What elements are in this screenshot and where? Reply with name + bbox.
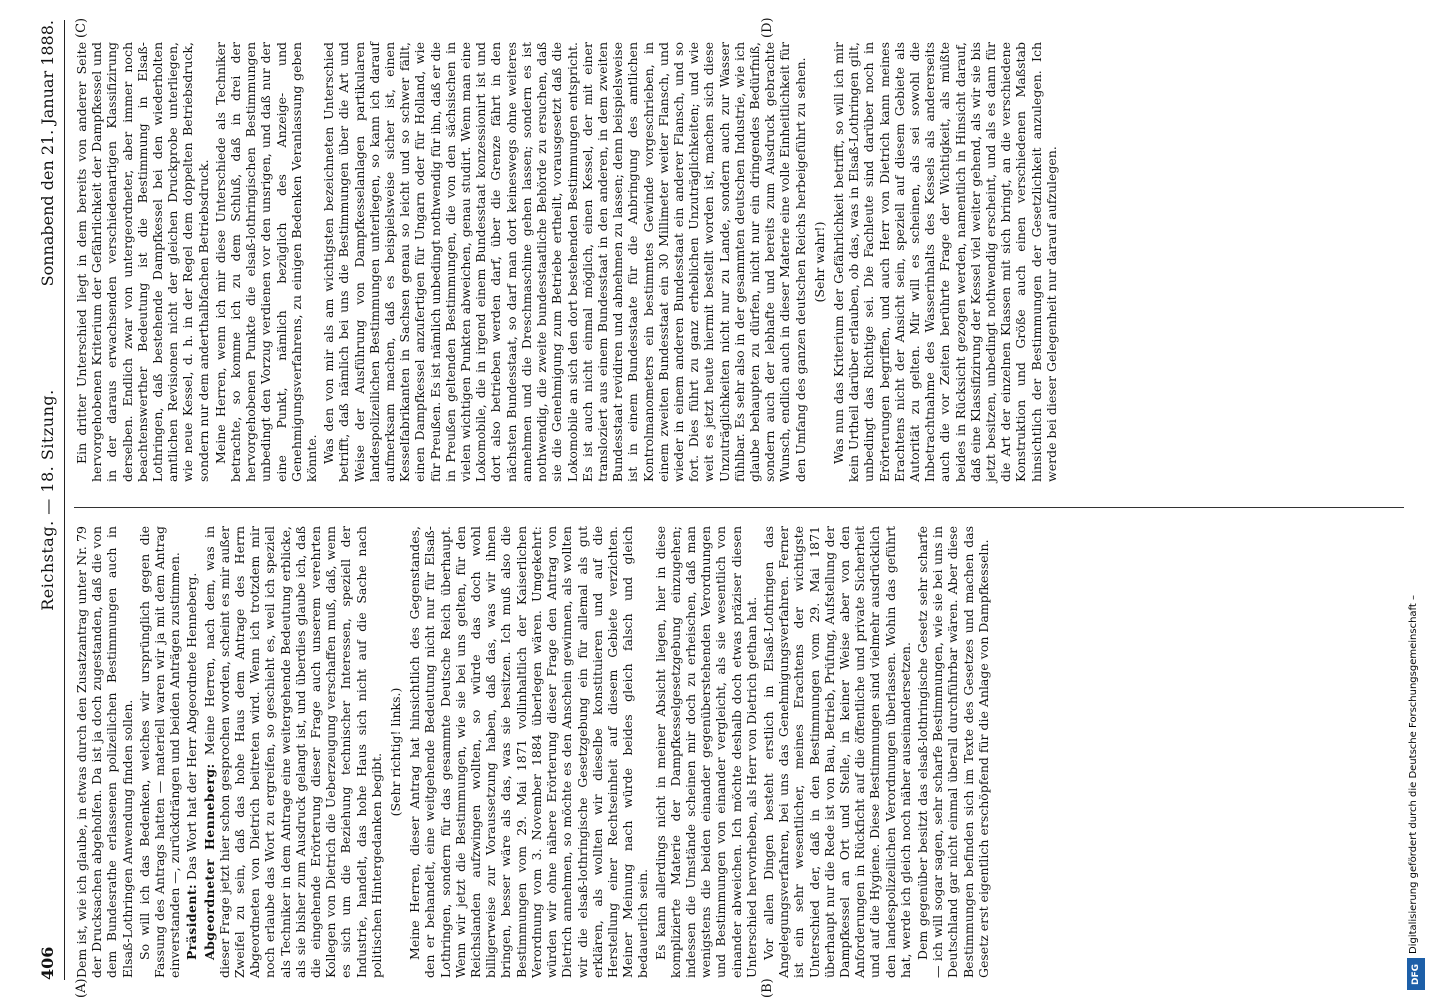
issue-date: Sonnabend den 21. Januar 1888. <box>38 20 57 287</box>
margin-mark-b: (B) <box>760 978 775 998</box>
paragraph: Es kann allerdings nicht in meiner Absicht liegen, hier in diese komplizierte Materie der Dampfkesselgesetzgebung einzugehen; indessen die Umstände scheinen mir doch zu erheischen, daß man wenigstens die beiden einander gegenüberstehenden Verordnungen und Bestimmungen von einander vergleicht, als sie wesentlich von einander abweichen. Ich möchte deshalb doch etwas präziser diesen Unterschied hervorheben, als Herr von Dietrich gethan hat. <box>652 526 759 978</box>
left-column <box>74 526 993 978</box>
paragraph: Was nun das Kriterium der Gefährlichkeit betrifft, so will ich mir kein Urtheil darüber erlauben, ob das, was in Elsaß-Lothringen gilt, unbedingt das Richtige sei. Die Fachleute sind darüber noch in Erörterungen begriffen, und auch Herr von Dietrich kann meines Erachtens nicht der Ansicht sein, speziell auf diesem Gebiete als Autorität zu gelten. Mir will es scheinen, als sei sowohl die Inbetrachtnahme des Wasserinhalts des Kessels als andererseits auch die vor Zeiten berührte Frage der Wichtigkeit, als müßte beides in Rücksicht gezogen werden, namentlich in Hinsicht darauf, daß eine Klassifizirung der Kessel viel weiter gehend, als wir sie bis jetzt besitzen, unbedingt nothwendig erscheint, und als es dann für die Art der einzelnen Klassen mit sich bringt, an die verschiedene Konstruktion und Größe auch einen verschiedenen Maßstab hinsichtlich der Bestimmungen der Gesetzlichkeit anzulegen. Ich werde bei dieser Gelegenheit nur darauf aufzulegen. <box>830 42 1059 482</box>
interjection: (Sehr richtig! links.) <box>388 687 404 817</box>
right-column <box>74 42 1061 482</box>
paragraph: So will ich das Bedenken, welches wir ursprünglich gegen die Fassung des Antrags hatten — materiell waren wir ja mit dem Antrag einverstanden —, zurückdrängen und beiden Anträgen zustimmen. <box>136 526 183 978</box>
interjection: (Sehr wahr!) <box>811 221 827 303</box>
header-rule <box>64 20 65 980</box>
page-header <box>38 20 62 980</box>
margin-mark-a: (A) <box>74 978 89 998</box>
dfg-logo: DFG <box>1407 958 1425 990</box>
speaker-name: Präsident: <box>184 883 200 960</box>
margin-mark-d: (D) <box>760 17 775 38</box>
speech-text: Meine Herren, nach dem, was in dieser Frage jetzt hier schon gesprochen worden, scheint es mir außer Zweifel zu sein, daß das hohe Haus dem Antrage des Herrn Abgeordneten von Dietrich beitreten wird. Wenn ich trotzdem mir noch erlaube das Wort zu ergreifen, so geschieht es, weil ich speziell als Techniker in dem Antrage eine weitergehende Bedeutung erblicke, als sie bisher zum Ausdruck gelangt ist, und überdies glaube ich, daß die eingehende Erörterung dieser Frage auch unserem verehrten Kollegen von Dietrich die Ueberzeugung verschaffen muß, daß, wenn es sich um die Beziehung technischer Interessen, speziell der Industrie, handelt, das hohe Haus sich nicht auf die Sache nach politischen Hintergedanken begibt. <box>201 526 384 978</box>
margin-mark-c: (C) <box>74 17 89 38</box>
paragraph: Meine Herren, wenn ich mir diese Unterschiede als Techniker betrachte, so komme ich zu dem Schluß, daß in drei der hervorgehobenen Punkte die elsaß-lothringischen Bestimmungen unbedingt den Vorzug verdienen vor den unsrigen, und daß nur der eine Punkt, nämlich bezüglich des Anzeige- und Genehmigungsverfahrens, zu einigen Bedenken Veranlassung geben könnte. <box>212 42 320 482</box>
dfg-credit <box>1404 474 1428 994</box>
column-divider <box>74 507 1404 508</box>
paragraph: Ein dritter Unterschied liegt in dem bereits von anderer Seite hervorgehobenen Kriterium der Gefährlichkeit der Dampfkessel und in der daraus erwachsenden verschiedenartigen Klassifizirung derselben. Endlich zwar von untergeordneter, aber immer noch beachtenswerther Bedeutung ist die Bestimmung in Elsaß-Lothringen, daß bestehende Dampfkessel bei den wiederholten amtlichen Revisionen nicht der gleichen Druckprobe unterliegen, wie neue Kessel, d. h. in der Regel dem doppelten Betriebsdruck, sondern nur dem anderthalbfachen Betriebsdruck. <box>74 42 211 482</box>
running-title: Reichstag. — 18. Sitzung. <box>38 389 57 611</box>
paragraph: Meine Herren, dieser Antrag hat hinsichtlich des Gegenstandes, den er behandelt, eine weitgehende Bedeutung nicht nur für Elsaß-Lothringen, sondern für das gesammte Deutsche Reich überhaupt. Wenn wir jetzt die Bestimmungen, wie sie bei uns gelten, für den Reichslanden aufzwingen wollten, so würde das doch wohl billigerweise zur Voraussetzung haben, daß das, was wir ihnen bringen, besser wäre als das, was sie besitzen. Ich muß also die Bestimmungen vom 29. Mai 1871 vollinhaltlich der Kaiserlichen Verordnung vom 3. November 1884 überlegen wären. Umgekehrt: würden wir ohne nähere Erörterung dieser Frage den Antrag von Dietrich annehmen, so möchte es den Anschein gewinnen, als wollten wir die elsaß-lothringische Gesetzgebung ein für allemal als gut erklären, als wollten wir dieselbe konstituieren und auf die Herstellung einer Rechtseinheit auf diesem Gebiete verzichten. Meiner Meinung nach würde beides gleich falsch und gleich bedauerlich sein. <box>407 526 651 978</box>
speech-text: Das Wort hat der Herr Abgeordnete Henneberg. <box>184 572 200 880</box>
speaker-name: Abgeordneter Henneberg: <box>201 763 217 960</box>
dfg-credit-text: Digitalisierung gefördert durch die Deutsche Forschungsgemeinschaft – <box>1408 594 1419 954</box>
president-statement <box>184 526 199 978</box>
paragraph: Was den von mir als am wichtigsten bezeichneten Unterschied betrifft, daß nämlich bei uns die Bestimmungen über die Art und Weise der Ausführung von Dampfkesselanlagen partikularen landespolizeilichen Bestimmungen unterliegen, so kann ich darauf aufmerksam machen, daß es beispielsweise sicher ist, einen Kesselfabrikanten in Sachsen genau so leicht und so schwer fällt, einen Dampfkessel anzufertigen für Ungarn oder für Holland, wie für Preußen. Es ist nämlich unbedingt nothwendig für ihn, daß er die in Preußen geltenden Bestimmungen, die von den sächsischen in vielen wichtigen Punkten abweichen, genau studirt. Wenn man eine Lokomobile, die in irgend einem Bundesstaat konzessionirt ist und dort also betrieben werden darf, über die Grenze fährt in den nächsten Bundesstaat, so darf man dort keineswegs ohne weiteres annehmen und die Dreschmaschine gehen lassen; sondern es ist nothwendig, die zweite bundesstaatliche Behörde zu ersuchen, daß sie die Genehmigung zum Betriebe ertheilt, vorausgesetzt daß die Lokomobile an sich den dort bestehenden Bestimmungen entspricht. Es ist auch nicht einmal möglich, einen Kessel, der mit einer transloziert aus einem Bundesstaat in den anderen, in dem zweiten Bundesstaat revidiren und abnehmen zu lassen; denn beispielsweise ist in einem Bundesstaate für die Anbringung des amtlichen Kontrolmanometers ein bestimmtes Gewinde vorgeschrieben, in einem zweiten Bundesstaat ein 30 Millimeter weiter Flansch, und wieder in einem anderen Bundesstaat ein anderer Flansch, und so fort. Dies führt zu ganz erheblichen Unzuträglichkeiten; und wie weit es jetzt heute hiermit bestellt worden ist, machen sich diese Unzuträglichkeiten nicht nur zu Lande, sondern auch zur Wasser fühlbar. Es sehr also in der gesammten deutschen Industrie, wie ich glaube behaupten zu dürfen, nicht nur ein dringendes Bedürfniß, sondern auch der lebhafte und bereits zum Ausdruck gebrachte Wunsch, endlich auch in dieser Materie eine volle Einheitlichkeit für den Umfang des ganzen deutschen Reichs herbeigeführt zu sehen. <box>321 41 808 482</box>
henneberg-speech <box>202 526 384 978</box>
paragraph: Dem gegenüber besitzt das elsaß-lothringische Gesetz sehr scharfe — ich will sogar sagen, sehr scharfe Bestimmungen, wie sie bei uns in Deutschland gar nicht einmal überall durchführbar wären. Aber diese Bestimmungen befinden sich im Texte des Gesetzes und machen das Gesetz erst eigentlich erschöpfend für die Anlage von Dampfkesseln. <box>914 526 991 978</box>
page-number: 406 <box>38 946 57 980</box>
paragraph: Vor allen Dingen besteht erstlich in Elsaß-Lothringen das Angelegungsverfahren, bei uns das Genehmigungsverfahren. Ferner ist ein sehr wesentlicher, meines Erachtens der wichtigste Unterschied der, daß in den Bestimmungen vom 29. Mai 1871 überhaupt nur die Rede ist von Bau, Betrieb, Prüfung, Aufstellung der Dampfkessel an Ort und Stelle, in keiner Weise aber von den Anforderungen in Rückficht auf die öffentliche und private Sicherheit und auf die Hygiene. Diese Bestimmungen sind vielmehr ausdrücklich den landespolizeilichen Verordnungen überlassen. Wohin das geführt hat, werde ich gleich noch näher auseinandersetzen. <box>760 526 913 978</box>
paragraph: Dem ist, wie ich glaube, in etwas durch den Zusatzantrag unter Nr. 79 der Drucksachen abgeholfen. Da ist ja doch zugestanden, daß die von dem Bundesrathe erlassenen polizeilichen Bestimmungen auch in Elsaß-Lothringen Anwendung finden sollen. <box>74 526 135 978</box>
